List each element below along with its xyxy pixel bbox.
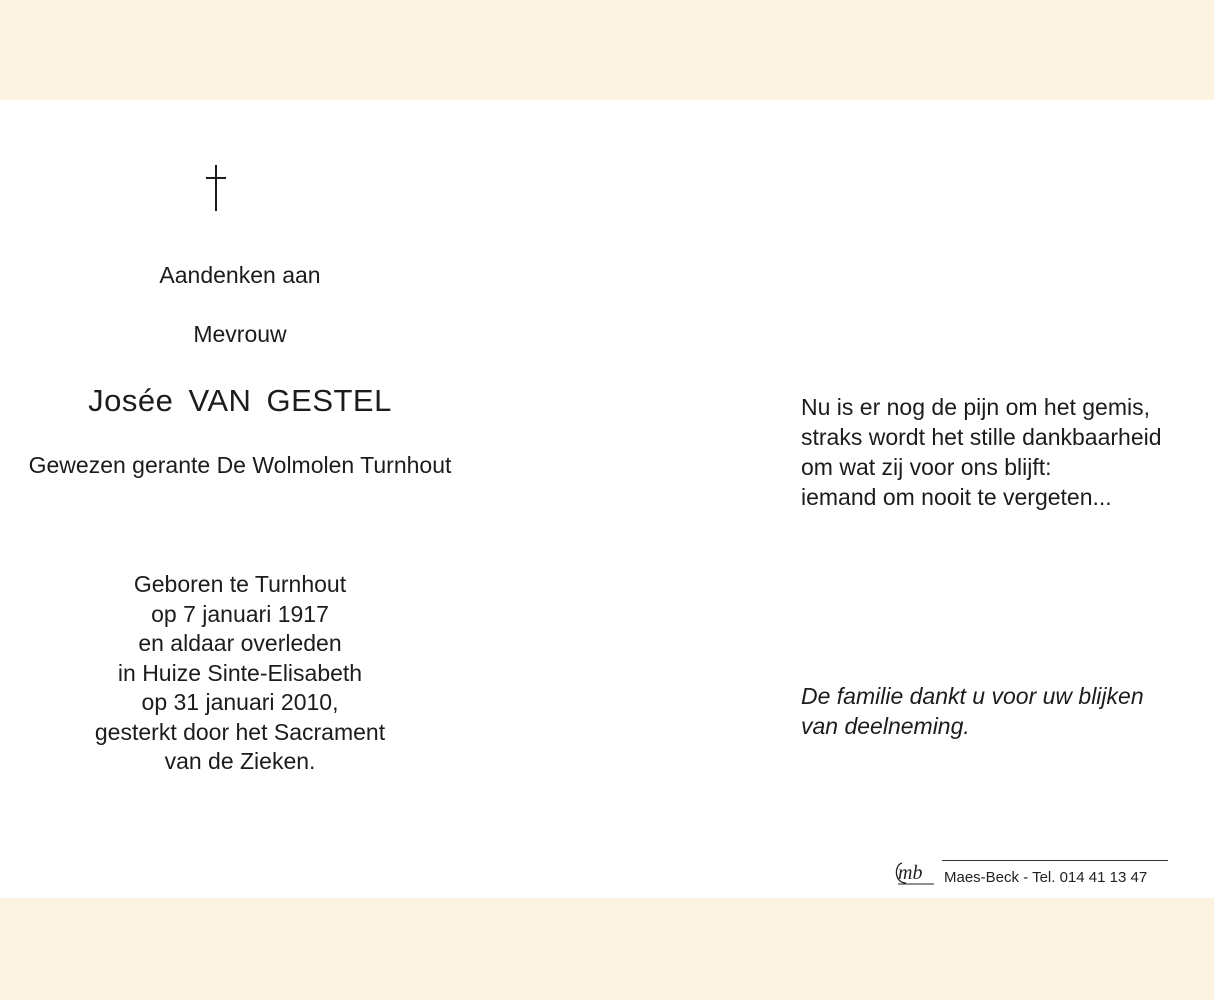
title-label: Mevrouw bbox=[193, 321, 287, 347]
printer-imprint bbox=[892, 855, 1172, 889]
bio-line: gesterkt door het Sacrament bbox=[94, 718, 386, 745]
printer-logo bbox=[892, 855, 936, 887]
cross-icon bbox=[206, 165, 228, 211]
thanks-line: De familie dankt u voor uw blijken bbox=[801, 683, 1144, 709]
deceased-name: Josée VAN GESTEL bbox=[88, 383, 392, 418]
bio-line: in Huize Sinte-Elisabeth bbox=[117, 659, 363, 686]
bio-line: op 7 januari 1917 bbox=[151, 600, 329, 627]
poem-line: iemand om nooit te vergeten... bbox=[801, 484, 1112, 510]
biography bbox=[0, 570, 480, 777]
thanks-line: van deelneming. bbox=[801, 713, 970, 739]
poem-line: Nu is er nog de pijn om het gemis, bbox=[801, 394, 1151, 420]
printer-logo-text: mb bbox=[898, 862, 923, 884]
bio-line: van de Zieken. bbox=[164, 748, 316, 774]
printer-text: Maes-Beck - Tel. 014 41 13 47 bbox=[944, 869, 1148, 886]
aandenken-label: Aandenken aan bbox=[159, 262, 321, 288]
bio-line: op 31 januari 2010, bbox=[141, 689, 339, 715]
poem-line: straks wordt het stille dankbaarheid bbox=[801, 424, 1162, 450]
bio-line: en aldaar overleden bbox=[138, 630, 342, 656]
family-thanks bbox=[801, 681, 1144, 741]
poem bbox=[801, 392, 1162, 512]
bio-line: Geboren te Turnhout bbox=[133, 571, 347, 597]
imprint-rule bbox=[942, 860, 1168, 861]
poem-line: om wat zij voor ons blijft: bbox=[801, 454, 1052, 480]
function-line: Gewezen gerante De Wolmolen Turnhout bbox=[28, 452, 452, 478]
